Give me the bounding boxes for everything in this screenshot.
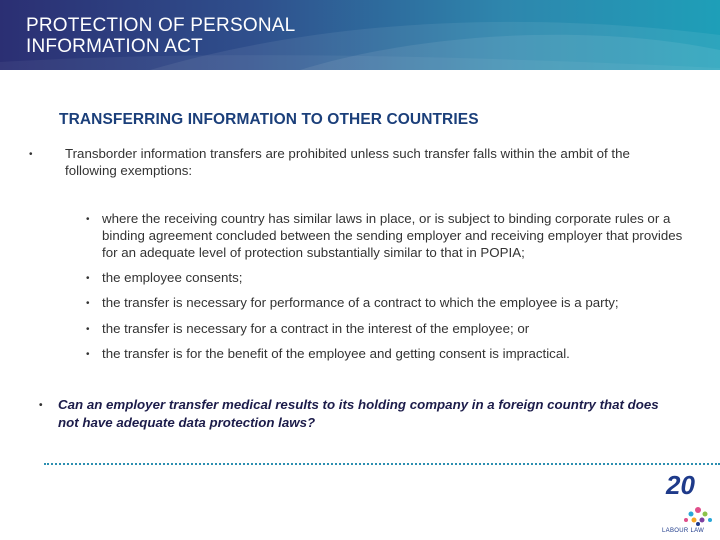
exemption-list xyxy=(86,210,686,371)
exemption-text: the transfer is necessary for a contract in the interest of the employee; or xyxy=(102,320,530,336)
list-item xyxy=(86,294,686,312)
section-heading: TRANSFERRING INFORMATION TO OTHER COUNTRIES xyxy=(59,111,479,128)
company-logo xyxy=(660,468,718,538)
exemption-text: the transfer is for the benefit of the employee and getting consent is impractical. xyxy=(102,346,570,361)
list-item xyxy=(86,320,686,338)
logo-number: 20 xyxy=(666,470,695,500)
bullet-icon: • xyxy=(86,272,90,284)
bullet-icon: • xyxy=(86,298,90,309)
exemption-text: where the receiving country has similar laws in place, or is subject to binding corporate rules or a binding agreement concluded between the sending employer and receiving employer that provides for an adequate level of protection substantially similar to that in POPIA; xyxy=(102,211,683,260)
main-bullet-item xyxy=(29,145,669,179)
question-bullet xyxy=(39,396,679,432)
title-banner xyxy=(0,0,720,70)
exemption-text: the transfer is necessary for performance of a contract to which the employee is a party; xyxy=(102,295,619,310)
bullet-icon: • xyxy=(86,349,90,360)
logo-label: LABOUR LAW xyxy=(662,528,705,534)
page-title: PROTECTION OF PERSONAL INFORMATION ACT xyxy=(26,15,296,57)
bullet-icon: • xyxy=(86,323,90,335)
list-item xyxy=(86,345,686,363)
list-item xyxy=(86,269,686,287)
dotted-divider xyxy=(44,463,720,465)
bullet-icon: • xyxy=(39,400,43,411)
bullet-icon: • xyxy=(86,214,90,225)
main-bullet-text: Transborder information transfers are prohibited unless such transfer falls within the ambit of the following exemptions: xyxy=(65,146,630,178)
question-text: Can an employer transfer medical results to its holding company in a foreign country that does not have adequate data protection laws? xyxy=(58,397,659,430)
list-item xyxy=(86,210,686,261)
exemption-text: the employee consents; xyxy=(102,269,243,285)
bullet-icon: • xyxy=(29,149,33,160)
